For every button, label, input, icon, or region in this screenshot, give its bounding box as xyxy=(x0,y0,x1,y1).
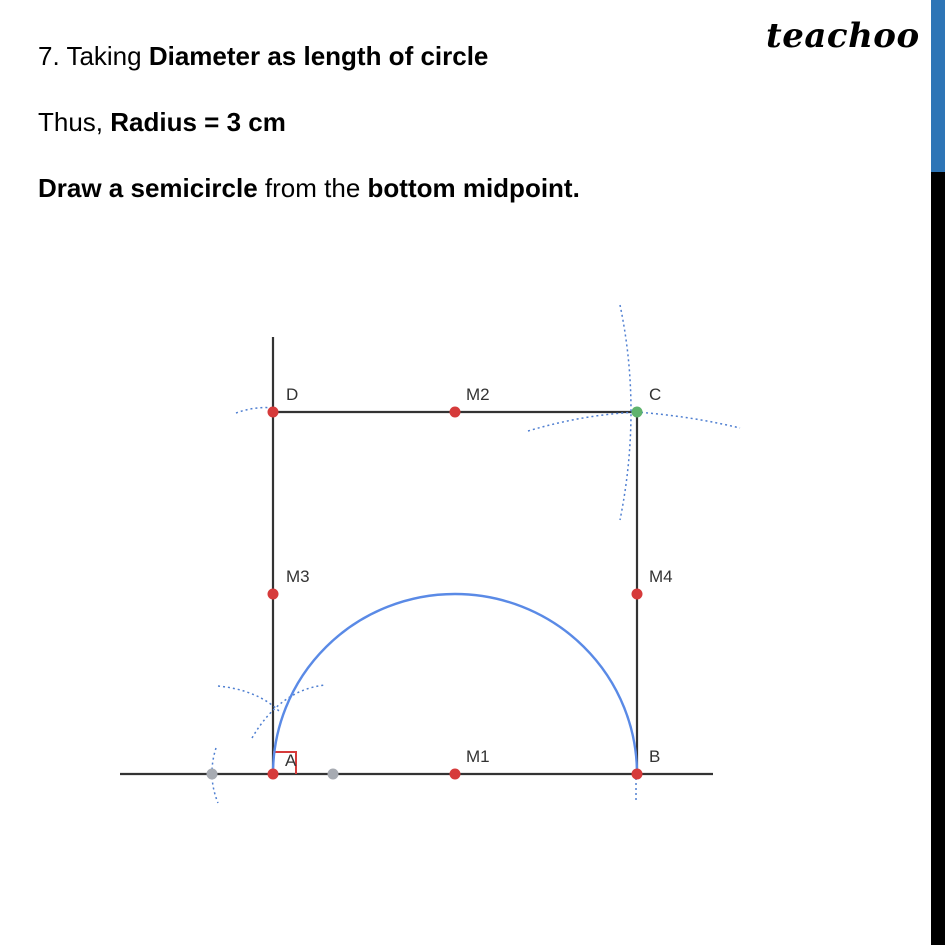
arc-A-crossing xyxy=(252,685,325,738)
scrollbar-track[interactable] xyxy=(931,0,945,945)
radius-statement: Thus, Radius = 3 cm xyxy=(38,107,286,137)
point-A xyxy=(268,769,279,780)
label-A: A xyxy=(285,751,297,770)
label-M1: M1 xyxy=(466,747,490,766)
label-D: D xyxy=(286,385,299,404)
point-M3 xyxy=(268,589,279,600)
step-heading: 7. Taking Diameter as length of circle xyxy=(38,41,489,71)
label-B: B xyxy=(649,747,661,766)
instruction: Draw a semicircle from the bottom midpoint. xyxy=(38,173,580,203)
arc-C-right xyxy=(636,412,740,428)
point-D xyxy=(268,407,279,418)
point-M4 xyxy=(632,589,643,600)
point-B xyxy=(632,769,643,780)
semicircle xyxy=(273,594,637,774)
scrollbar-thumb[interactable] xyxy=(931,0,945,172)
point-grey-left xyxy=(207,769,218,780)
label-M2: M2 xyxy=(466,385,490,404)
arc-C-left xyxy=(528,412,640,431)
label-M4: M4 xyxy=(649,567,673,586)
arc-A-upper xyxy=(218,686,280,712)
point-M1 xyxy=(450,769,461,780)
label-C: C xyxy=(649,385,662,404)
point-C xyxy=(632,407,643,418)
construction-arcs xyxy=(212,305,740,803)
label-M3: M3 xyxy=(286,567,310,586)
point-grey-right xyxy=(328,769,339,780)
point-M2 xyxy=(450,407,461,418)
teachoo-logo: teachoo xyxy=(766,16,920,56)
